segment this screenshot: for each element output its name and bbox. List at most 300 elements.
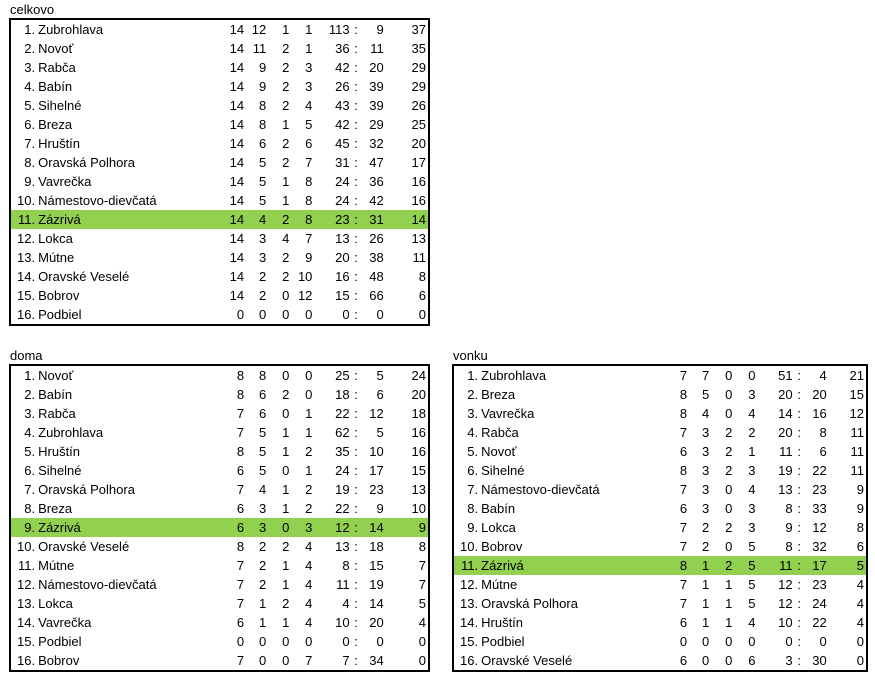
losses-cell: 4	[748, 482, 756, 497]
goals-for-cell: 31	[335, 155, 350, 170]
score-separator: :	[354, 79, 358, 94]
wins-cell: 8	[258, 98, 267, 113]
matches-cell: 6	[679, 615, 688, 630]
wins-cell: 1	[687, 556, 709, 575]
draws-cell: 1	[282, 425, 290, 440]
points-cell: 14	[384, 210, 429, 229]
position-cell: 10.	[17, 539, 36, 554]
team-name-cell: Rabča	[38, 60, 76, 75]
goals-for-cell: 23	[312, 210, 349, 229]
table-row	[10, 404, 429, 423]
wins-cell: 3	[701, 463, 710, 478]
score-separator: :	[354, 463, 358, 478]
goals-for-cell: 43	[335, 98, 350, 113]
points-cell: 6	[856, 539, 864, 554]
goals-for-cell: 3	[785, 653, 793, 668]
points-cell: 8	[856, 520, 864, 535]
matches-cell: 6	[201, 518, 244, 537]
wins-cell: 5	[258, 155, 267, 170]
table-row	[453, 632, 867, 651]
position-cell: 10.	[460, 539, 479, 554]
team-name-cell: Vavrečka	[38, 174, 92, 189]
table-row	[10, 77, 429, 96]
caption-vonku: vonku	[453, 348, 488, 363]
wins-cell: 3	[258, 501, 267, 516]
wins-cell: 3	[258, 231, 267, 246]
team-name-cell: Oravské Veselé	[38, 269, 130, 284]
goals-against-cell: 15	[369, 558, 384, 573]
matches-cell: 14	[229, 117, 245, 132]
score-separator: :	[797, 425, 801, 440]
wins-cell: 6	[258, 387, 267, 402]
team-name-cell: Babín	[481, 501, 516, 516]
team-name-cell: Bobrov	[38, 288, 80, 303]
score-separator: :	[354, 406, 358, 421]
points-cell: 4	[856, 577, 864, 592]
draws-cell: 1	[282, 501, 290, 516]
goals-for-cell: 12	[778, 596, 793, 611]
wins-cell: 4	[244, 210, 266, 229]
wins-cell: 5	[258, 463, 267, 478]
goals-against-cell: 5	[376, 425, 384, 440]
goals-against-cell: 22	[812, 463, 827, 478]
goals-against-cell: 30	[812, 653, 827, 668]
score-separator: :	[354, 193, 358, 208]
score-separator: :	[350, 518, 363, 537]
points-cell: 10	[411, 501, 426, 516]
goals-against-cell: 26	[369, 231, 384, 246]
position-cell: 6.	[467, 463, 479, 478]
team-name-cell: Novoť	[38, 41, 74, 56]
matches-cell: 8	[644, 556, 687, 575]
wins-cell: 8	[258, 117, 267, 132]
points-cell: 15	[849, 387, 864, 402]
goals-against-cell: 6	[376, 387, 384, 402]
wins-cell: 2	[258, 577, 267, 592]
caption-doma: doma	[10, 348, 43, 363]
points-cell: 4	[856, 615, 864, 630]
score-separator: :	[354, 60, 358, 75]
score-separator: :	[354, 98, 358, 113]
wins-cell: 2	[258, 269, 267, 284]
table-row	[453, 594, 867, 613]
table-row	[10, 632, 429, 651]
position-cell: 1.	[467, 368, 479, 383]
goals-against-cell: 6	[819, 444, 827, 459]
goals-for-cell: 13	[335, 231, 350, 246]
score-separator: :	[354, 307, 358, 322]
team-name-cell: Vavrečka	[481, 406, 535, 421]
points-cell: 35	[411, 41, 426, 56]
wins-cell: 5	[701, 387, 710, 402]
matches-cell: 7	[236, 425, 245, 440]
position-cell: 16.	[460, 653, 479, 668]
table-row	[10, 115, 429, 134]
goals-against-cell: 34	[369, 653, 384, 668]
matches-cell: 8	[236, 444, 245, 459]
goals-against-cell: 32	[369, 136, 384, 151]
table-row	[10, 651, 429, 671]
goals-against-cell: 12	[369, 406, 384, 421]
goals-for-cell: 24	[335, 174, 350, 189]
losses-cell: 8	[305, 174, 313, 189]
position-cell: 8.	[24, 501, 36, 516]
position-cell: 14.	[460, 615, 479, 630]
table-row	[10, 499, 429, 518]
team-name-cell: Rabča	[38, 406, 76, 421]
wins-cell: 1	[258, 596, 267, 611]
table-row	[453, 480, 867, 499]
position-cell: 16.	[17, 307, 36, 322]
matches-cell: 14	[201, 210, 244, 229]
draws-cell: 4	[282, 231, 290, 246]
table-row	[10, 191, 429, 210]
points-cell: 37	[411, 22, 426, 37]
position-cell: 9.	[10, 518, 38, 537]
goals-for-cell: 51	[778, 368, 793, 383]
goals-for-cell: 36	[335, 41, 350, 56]
goals-for-cell: 24	[335, 193, 350, 208]
losses-cell: 5	[305, 117, 313, 132]
matches-cell: 7	[679, 596, 688, 611]
team-name-cell: Babín	[38, 387, 73, 402]
score-separator: :	[354, 482, 358, 497]
goals-against-cell: 8	[819, 425, 827, 440]
losses-cell: 1	[305, 22, 313, 37]
table-row	[10, 267, 429, 286]
goals-for-cell: 42	[335, 60, 350, 75]
position-cell: 1.	[24, 22, 36, 37]
goals-for-cell: 0	[342, 634, 350, 649]
team-name-cell: Oravská Polhora	[38, 155, 135, 170]
draws-cell: 1	[282, 174, 290, 189]
team-name-cell: Novoť	[481, 444, 517, 459]
draws-cell: 1	[725, 596, 733, 611]
matches-cell: 6	[236, 615, 245, 630]
team-name-cell: Sihelné	[38, 463, 82, 478]
matches-cell: 8	[236, 387, 245, 402]
team-name-cell: Mútne	[38, 250, 75, 265]
table-row	[10, 480, 429, 499]
goals-against-cell: 5	[376, 368, 384, 383]
table-row	[10, 286, 429, 305]
wins-cell: 1	[258, 615, 267, 630]
goals-against-cell: 14	[369, 596, 384, 611]
wins-cell: 3	[701, 425, 710, 440]
goals-against-cell: 38	[369, 250, 384, 265]
position-cell: 16.	[17, 653, 36, 668]
goals-against-cell: 29	[369, 117, 384, 132]
wins-cell: 5	[258, 193, 267, 208]
team-name-cell: Hruštín	[481, 615, 524, 630]
table-row	[10, 594, 429, 613]
position-cell: 2.	[467, 387, 479, 402]
position-cell: 13.	[17, 250, 36, 265]
wins-cell: 3	[701, 482, 710, 497]
wins-cell: 2	[701, 520, 710, 535]
goals-for-cell: 4	[342, 596, 350, 611]
position-cell: 15.	[17, 634, 36, 649]
losses-cell: 2	[305, 444, 313, 459]
draws-cell: 0	[725, 501, 733, 516]
points-cell: 20	[411, 136, 426, 151]
goals-against-cell: 12	[812, 520, 827, 535]
table-row	[10, 575, 429, 594]
score-separator: :	[354, 577, 358, 592]
goals-against-cell: 36	[369, 174, 384, 189]
score-separator: :	[354, 136, 358, 151]
losses-cell: 0	[305, 307, 313, 322]
draws-cell: 0	[725, 634, 733, 649]
goals-for-cell: 11	[755, 556, 792, 575]
draws-cell: 2	[725, 463, 733, 478]
position-cell: 1.	[24, 368, 36, 383]
losses-cell: 0	[305, 634, 313, 649]
draws-cell: 2	[725, 520, 733, 535]
draws-cell: 2	[282, 41, 290, 56]
goals-against-cell: 19	[369, 577, 384, 592]
losses-cell: 4	[748, 406, 756, 421]
points-cell: 16	[411, 444, 426, 459]
wins-cell: 4	[701, 406, 710, 421]
goals-against-cell: 20	[369, 60, 384, 75]
table-row	[10, 19, 429, 39]
wins-cell: 4	[258, 482, 267, 497]
table-row-highlighted	[453, 556, 867, 575]
points-cell: 11	[850, 444, 864, 459]
goals-for-cell: 12	[778, 577, 793, 592]
losses-cell: 5	[748, 596, 756, 611]
team-name-cell: Námestovo-dievčatá	[38, 577, 157, 592]
position-cell: 5.	[467, 444, 479, 459]
points-cell: 0	[418, 653, 426, 668]
team-name-cell: Podbiel	[38, 307, 82, 322]
table-row	[453, 651, 867, 671]
wins-cell: 1	[701, 596, 710, 611]
goals-for-cell: 19	[778, 463, 793, 478]
points-cell: 5	[827, 556, 867, 575]
points-cell: 18	[411, 406, 426, 421]
table-row	[453, 518, 867, 537]
losses-cell: 1	[305, 41, 313, 56]
points-cell: 9	[384, 518, 429, 537]
score-separator: :	[797, 463, 801, 478]
losses-cell: 3	[305, 60, 313, 75]
score-separator: :	[797, 368, 801, 383]
goals-for-cell: 8	[342, 558, 350, 573]
score-separator: :	[354, 288, 358, 303]
draws-cell: 1	[282, 22, 290, 37]
losses-cell: 1	[748, 444, 756, 459]
matches-cell: 7	[236, 577, 245, 592]
goals-against-cell: 47	[369, 155, 384, 170]
points-cell: 4	[856, 596, 864, 611]
score-separator: :	[797, 634, 801, 649]
wins-cell: 3	[701, 444, 710, 459]
table-row	[10, 39, 429, 58]
wins-cell: 12	[251, 22, 267, 37]
team-name-cell: Babín	[38, 79, 73, 94]
draws-cell: 1	[282, 193, 290, 208]
points-cell: 6	[418, 288, 426, 303]
table-row	[10, 248, 429, 267]
score-separator: :	[797, 653, 801, 668]
team-name-cell: Bobrov	[481, 539, 523, 554]
score-separator: :	[797, 539, 801, 554]
wins-cell: 1	[701, 577, 710, 592]
position-cell: 8.	[467, 501, 479, 516]
matches-cell: 14	[229, 174, 245, 189]
draws-cell: 1	[282, 577, 290, 592]
draws-cell: 0	[725, 387, 733, 402]
table-row	[453, 537, 867, 556]
goals-against-cell: 31	[363, 210, 384, 229]
table-row	[10, 385, 429, 404]
wins-cell: 0	[258, 634, 267, 649]
goals-for-cell: 20	[778, 425, 793, 440]
losses-cell: 0	[305, 387, 313, 402]
draws-cell: 2	[266, 210, 289, 229]
goals-for-cell: 12	[312, 518, 349, 537]
wins-cell: 5	[258, 174, 267, 189]
wins-cell: 6	[258, 406, 267, 421]
losses-cell: 1	[305, 425, 313, 440]
position-cell: 6.	[24, 117, 36, 132]
matches-cell: 7	[236, 558, 245, 573]
score-separator: :	[797, 615, 801, 630]
matches-cell: 6	[236, 463, 245, 478]
team-name-cell: Námestovo-dievčatá	[38, 193, 157, 208]
table-row	[10, 134, 429, 153]
wins-cell: 6	[258, 136, 267, 151]
table-row	[10, 461, 429, 480]
points-cell: 29	[411, 79, 426, 94]
position-cell: 8.	[24, 155, 36, 170]
goals-against-cell: 24	[812, 596, 827, 611]
goals-against-cell: 11	[370, 41, 384, 56]
team-name-cell: Zubrohlava	[481, 368, 547, 383]
matches-cell: 7	[236, 653, 245, 668]
score-separator: :	[797, 406, 801, 421]
losses-cell: 5	[748, 539, 756, 554]
goals-against-cell: 0	[376, 634, 384, 649]
matches-cell: 14	[229, 250, 245, 265]
points-cell: 16	[411, 174, 426, 189]
team-name-cell: Zubrohlava	[38, 425, 104, 440]
table-row	[453, 575, 867, 594]
goals-for-cell: 0	[342, 307, 350, 322]
matches-cell: 7	[679, 425, 688, 440]
score-separator: :	[354, 117, 358, 132]
goals-against-cell: 17	[806, 556, 827, 575]
matches-cell: 7	[236, 596, 245, 611]
position-cell: 6.	[24, 463, 36, 478]
goals-against-cell: 23	[812, 577, 827, 592]
score-separator: :	[797, 577, 801, 592]
goals-against-cell: 42	[369, 193, 384, 208]
table-row	[10, 613, 429, 632]
goals-for-cell: 26	[335, 79, 350, 94]
position-cell: 15.	[460, 634, 479, 649]
goals-for-cell: 35	[335, 444, 350, 459]
goals-for-cell: 18	[335, 387, 350, 402]
losses-cell: 2	[305, 501, 313, 516]
draws-cell: 1	[282, 482, 290, 497]
losses-cell: 7	[305, 653, 313, 668]
losses-cell: 0	[748, 368, 756, 383]
matches-cell: 7	[236, 406, 245, 421]
goals-for-cell: 62	[335, 425, 350, 440]
matches-cell: 0	[236, 307, 245, 322]
goals-against-cell: 22	[812, 615, 827, 630]
goals-against-cell: 66	[369, 288, 384, 303]
losses-cell: 12	[297, 288, 313, 303]
losses-cell: 3	[305, 79, 313, 94]
table-vonku	[452, 364, 868, 672]
wins-cell: 8	[258, 368, 267, 383]
matches-cell: 14	[229, 60, 245, 75]
team-name-cell: Zázrivá	[38, 518, 201, 537]
table-row	[10, 96, 429, 115]
losses-cell: 7	[305, 155, 313, 170]
position-cell: 7.	[467, 482, 479, 497]
wins-cell: 2	[258, 288, 267, 303]
goals-against-cell: 18	[369, 539, 384, 554]
draws-cell: 1	[282, 117, 290, 132]
draws-cell: 2	[282, 596, 290, 611]
caption-celkovo: celkovo	[10, 2, 55, 17]
draws-cell: 0	[282, 463, 290, 478]
team-name-cell: Sihelné	[481, 463, 525, 478]
wins-cell: 3	[244, 518, 266, 537]
matches-cell: 6	[679, 501, 688, 516]
goals-for-cell: 13	[778, 482, 793, 497]
matches-cell: 7	[679, 577, 688, 592]
points-cell: 11	[412, 250, 426, 265]
score-separator: :	[354, 653, 358, 668]
matches-cell: 14	[229, 288, 245, 303]
points-cell: 29	[411, 60, 426, 75]
wins-cell: 9	[258, 60, 267, 75]
losses-cell: 2	[748, 425, 756, 440]
matches-cell: 6	[679, 653, 688, 668]
position-cell: 15.	[17, 288, 36, 303]
wins-cell: 7	[701, 368, 710, 383]
team-name-cell: Lokca	[38, 596, 73, 611]
goals-for-cell: 8	[785, 539, 793, 554]
wins-cell: 2	[258, 539, 267, 554]
losses-cell: 5	[732, 556, 755, 575]
position-cell: 12.	[17, 577, 36, 592]
score-separator: :	[354, 596, 358, 611]
goals-against-cell: 20	[812, 387, 827, 402]
goals-against-cell: 14	[363, 518, 384, 537]
goals-for-cell: 19	[335, 482, 350, 497]
team-name-cell: Oravská Polhora	[481, 596, 578, 611]
position-cell: 14.	[17, 269, 36, 284]
table-row	[10, 58, 429, 77]
team-name-cell: Breza	[38, 501, 73, 516]
matches-cell: 0	[679, 634, 688, 649]
position-cell: 9.	[24, 174, 36, 189]
matches-cell: 8	[679, 463, 688, 478]
table-celkovo	[9, 18, 430, 326]
draws-cell: 0	[725, 482, 733, 497]
draws-cell: 2	[725, 425, 733, 440]
losses-cell: 1	[305, 406, 313, 421]
score-separator: :	[354, 387, 358, 402]
points-cell: 17	[411, 155, 426, 170]
